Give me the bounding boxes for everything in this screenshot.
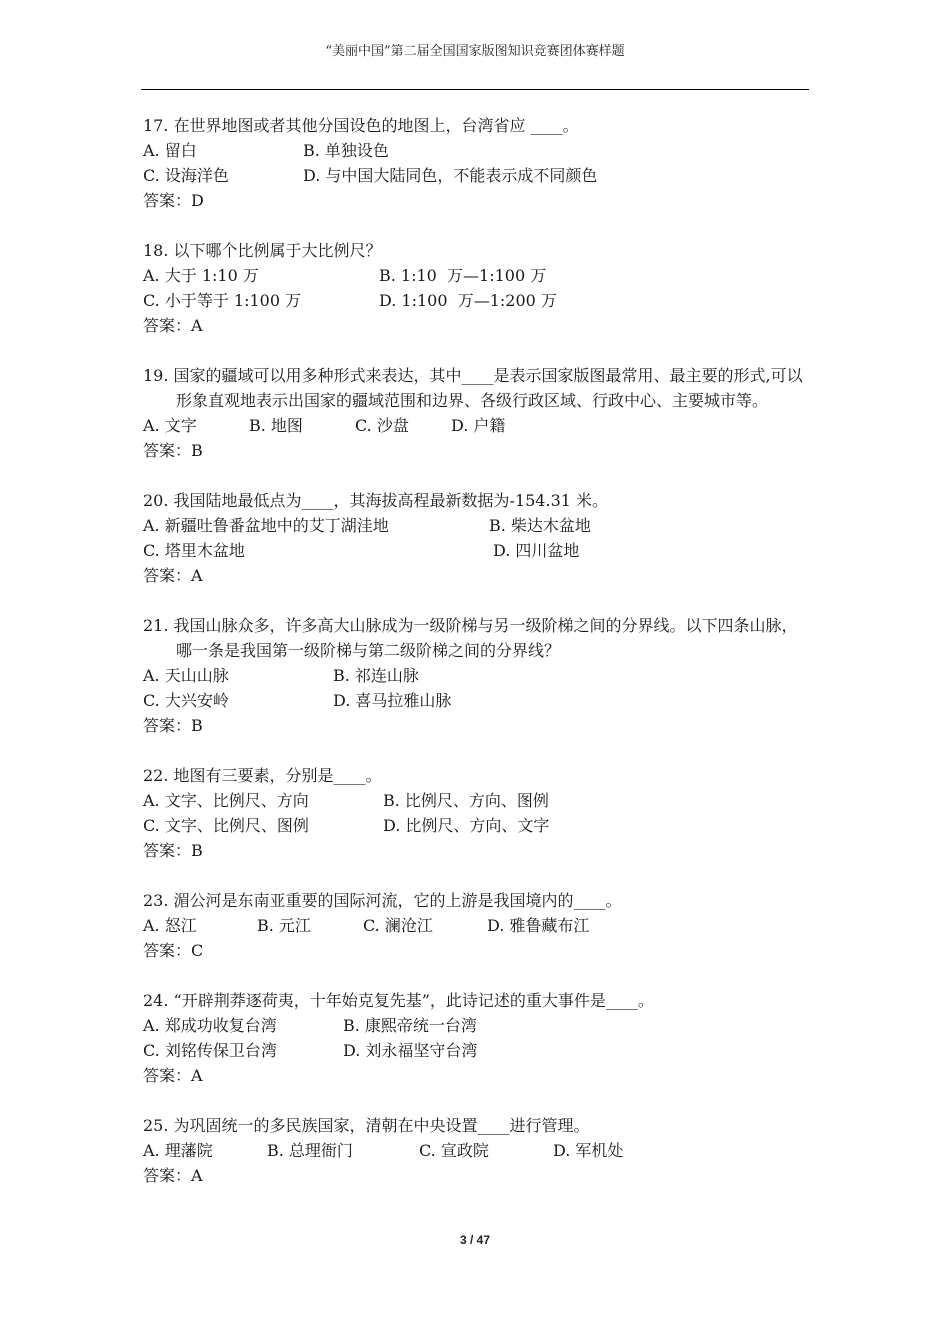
option-a: A. 留白 [143,141,197,160]
option-d: D. 1:100 万—1:200 万 [379,291,557,310]
option-b: B. 比例尺、方向、图例 [383,791,549,810]
answer: 答案：C [143,941,204,960]
question-25 [143,1113,813,1188]
option-b: B. 总理衙门 [267,1141,353,1160]
option-a: A. 理藩院 [143,1141,213,1160]
option-d: D. 军机处 [553,1141,624,1160]
question-stem: 25. 为巩固统一的多民族国家，清朝在中央设置____进行管理。 [143,1116,590,1135]
option-d: D. 户籍 [451,416,506,435]
question-stem: 20. 我国陆地最低点为____，其海拔高程最新数据为-154.31 米。 [143,491,609,510]
answer: 答案：B [143,841,203,860]
answer: 答案：A [143,566,203,585]
option-d: D. 与中国大陆同色，不能表示成不同颜色 [303,166,598,185]
option-b: B. 康熙帝统一台湾 [343,1016,477,1035]
page-number [0,1233,950,1247]
question-stem: 23. 湄公河是东南亚重要的国际河流，它的上游是我国境内的____。 [143,891,622,910]
document-header: “美丽中国”第二届全国国家版图知识竞赛团体赛样题 [325,44,625,59]
question-stem: 18. 以下哪个比例属于大比例尺？ [143,241,382,260]
option-a: A. 大于 1:10 万 [143,266,259,285]
question-21 [143,613,813,738]
question-stem: 17. 在世界地图或者其他分国设色的地图上，台湾省应 ____。 [143,116,579,135]
option-d: D. 雅鲁藏布江 [487,916,590,935]
option-c: C. 大兴安岭 [143,691,229,710]
option-c: C. 塔里木盆地 [143,541,245,560]
option-b: B. 地图 [249,416,303,435]
question-18 [143,238,813,338]
question-20 [143,488,813,588]
question-17 [143,113,813,213]
answer: 答案：A [143,1166,203,1185]
question-stem: 24. “开辟荆莽逐荷夷，十年始克复先基”，此诗记述的重大事件是____。 [143,991,654,1010]
question-stem: 21. 我国山脉众多，许多高大山脉成为一级阶梯与另一级阶梯之间的分界线。以下四条山脉，哪一条是我国第一级阶梯与第二级阶梯之间的分界线？ [143,616,798,660]
option-b: B. 单独设色 [303,141,389,160]
option-c: C. 澜沧江 [363,916,433,935]
option-d: D. 四川盆地 [493,541,580,560]
page-separator: / [469,1233,474,1247]
option-a: A. 文字 [143,416,197,435]
option-a: A. 新疆吐鲁番盆地中的艾丁湖洼地 [143,516,389,535]
answer: 答案：B [143,716,203,735]
option-b: B. 元江 [257,916,311,935]
option-b: B. 1:10 万—1:100 万 [379,266,547,285]
question-stem: 19. 国家的疆域可以用多种形式来表达，其中____是表示国家版图最常用、最主要的形式,可以形象直观地表示出国家的疆域范围和边界、各级行政区域、行政中心、主要城市等。 [143,366,803,410]
option-c: C. 沙盘 [355,416,409,435]
header-divider [141,89,809,90]
option-a: A. 天山山脉 [143,666,229,685]
option-d: D. 喜马拉雅山脉 [333,691,452,710]
option-c: C. 小于等于 1:100 万 [143,291,302,310]
answer: 答案：D [143,191,204,210]
option-b: B. 祁连山脉 [333,666,419,685]
option-c: C. 文字、比例尺、图例 [143,816,309,835]
question-22 [143,763,813,863]
option-d: D. 比例尺、方向、文字 [383,816,550,835]
option-a: A. 郑成功收复台湾 [143,1016,277,1035]
page-total: 47 [476,1233,491,1247]
answer: 答案：A [143,1066,203,1085]
page-current: 3 [459,1233,467,1247]
answer: 答案：B [143,441,203,460]
option-a: A. 怒江 [143,916,197,935]
option-b: B. 柴达木盆地 [489,516,591,535]
question-list [143,113,813,1213]
question-stem: 22. 地图有三要素，分别是____。 [143,766,382,785]
question-19 [143,363,813,463]
option-c: C. 刘铭传保卫台湾 [143,1041,277,1060]
answer: 答案：A [143,316,203,335]
question-23 [143,888,813,963]
option-a: A. 文字、比例尺、方向 [143,791,309,810]
question-24 [143,988,813,1088]
option-c: C. 设海洋色 [143,166,229,185]
option-d: D. 刘永福坚守台湾 [343,1041,478,1060]
option-c: C. 宣政院 [419,1141,489,1160]
